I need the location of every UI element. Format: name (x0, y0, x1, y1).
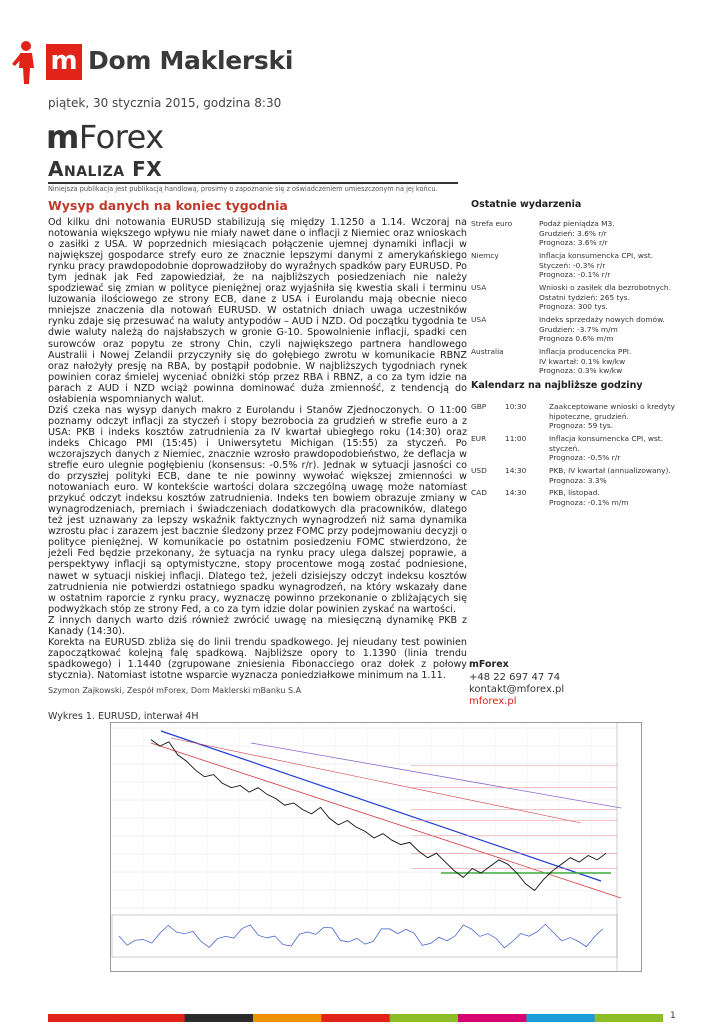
calendar-details (549, 402, 695, 431)
calendar-line: Prognoza: -0.1% m/m (549, 497, 629, 507)
footer-segment (48, 1014, 117, 1022)
footer-segment (321, 1014, 390, 1022)
calendar-line: Prognoza: -0.5% r/r (549, 453, 621, 463)
title-divider (48, 182, 458, 184)
event-line: Podaż pieniądza M3. (539, 219, 615, 228)
event-details (539, 315, 689, 344)
event-region: USA (471, 315, 487, 324)
event-region: Strefa euro (471, 219, 513, 228)
event-line: Inflacja konsumencka CPI, wst. (539, 251, 653, 260)
event-region: Australia (471, 347, 504, 356)
event-line: Indeks sprzedaży nowych domów. (539, 315, 665, 324)
article-paragraph: Korekta na EURUSD zbliża się do linii trendu spadkowego. Jej nieudany test powinien zapoczątkować kolejną falę spadkową. Najbliższe opory to 1.1390 (linia trendu spadkowego) i 1.1440 (zgrupowane zniesienia Fibonacciego oraz dołek z połowy stycznia). Natomiast istotne wsparcie wyznacza poniedziałkowe minimum na 1.11. (48, 636, 467, 681)
article-headline: Wysyp danych na koniec tygodnia (48, 198, 288, 213)
calendar-line: hipoteczne, grudzień. (549, 411, 629, 421)
calendar-heading: Kalendarz na najbliższe godziny (471, 380, 643, 391)
trendline-blue (161, 731, 601, 881)
event-line: Prognoza: -0.1% r/r (539, 270, 611, 280)
event-line: Ostatni tydzień: 265 tys. (539, 292, 630, 302)
event-details (539, 283, 689, 312)
disclaimer: Niniejsza publikacja jest publikacją handlową, prosimy o zapoznanie się z oświadczeniem umieszczonym na jej końcu. (48, 185, 438, 193)
article-paragraph: Dziś czeka nas wysyp danych makro z Eurolandu i Stanów Zjednoczonych. O 11:00 poznamy odczyt inflacji za styczeń i stopy bezrobocia za grudzień w strefie euro a z USA: PKB i indeks kosztów zatrudnienia za IV kwartał ubiegłego roku (14:30) oraz indeks Chicago PMI (15:45) i Uniwersytetu Michigan (15:55) za styczeń. Po wczorajszych danych z Niemiec, znacznie wzrosło prawdopodobieństwo, że deflacja w strefie euro ulegnie pogłębieniu (konsensus: -0.5% r/r). Jednak w sytuacji jasności co do przyszłej polityki ECB, dane te nie powinny wywołać większej zmienności w notowaniach euro. W kontekście wartości dolara szczególną uwagę może natomiast przykuć odczyt indeksu kosztów zatrudnienia. Indeks ten bowiem obrazuje zmiany w wynagrodzeniach, premiach i świadczeniach dodatkowych dla pracowników, dlatego też jest uznawany za lepszy wskaźnik faktycznych wynagrodzeń niż sama dynamika wzrostu płac i zarazem jest bacznie śledzony przez FOMC przy podejmowaniu decyzji o polityce pieniężnej. W komunikacie po ostatnim posiedzeniu FOMC stwierdzono, że jeżeli Fed będzie przekonany, że sytuacja na rynku pracy ulega dalszej poprawie, a perspektywy inflacji są optymistyczne, stopy procentowe mogą zostać podniesione, nawet w sytuacji niskiej inflacji. Dlatego też, jeżeli dzisiejszy odczyt indeksu kosztów zatrudnienia nie potwierdzi ostatniego spadku wynagrodzeń, na który wskazały dane w ostatnim raporcie z rynku pracy, wyznaczę powinno przekonanie o zbliżających się podwyżkach stóp ze strony Fed, a co za tym idzie dolar powinien zyskać na wartości. (48, 404, 467, 615)
event-details (539, 219, 689, 248)
ma-line-purple (251, 743, 621, 808)
calendar-time: 10:30 (505, 402, 527, 411)
event-details (539, 347, 689, 376)
brand-name: Dom Maklerski (88, 46, 294, 75)
calendar-line: PKB, listopad. (549, 488, 600, 497)
product-name: Forex (78, 118, 164, 156)
article-paragraph: Z innych danych warto dziś również zwrócić uwagę na miesięczną dynamikę PKB z Kanady (14:30). (48, 614, 467, 637)
calendar-details (549, 434, 695, 463)
calendar-currency: GBP (471, 402, 487, 411)
calendar-line: PKB, IV kwartał (annualizowany). (549, 466, 671, 475)
calendar-currency: USD (471, 466, 487, 475)
price-series (151, 740, 606, 891)
eurusd-chart (110, 722, 642, 972)
event-line: Grudzień: 3.6% r/r (539, 228, 607, 238)
event-line: Inflacja producencka PPI. (539, 347, 632, 356)
footer-segment (185, 1014, 254, 1022)
calendar-details (549, 466, 695, 485)
event-line: Prognoza: 300 tys. (539, 302, 608, 312)
chart-caption: Wykres 1. EURUSD, interwał 4H (48, 711, 199, 722)
footer-segment (253, 1014, 322, 1022)
publication-date: piątek, 30 stycznia 2015, godzina 8:30 (48, 96, 282, 110)
footer-segment (526, 1014, 595, 1022)
contact-email[interactable]: kontakt@mforex.pl (469, 684, 565, 695)
footer-segment (390, 1014, 459, 1022)
contact-website-link[interactable]: mforex.pl (469, 696, 517, 707)
chart-grid (111, 723, 617, 913)
calendar-time: 11:00 (505, 434, 527, 443)
calendar-line: Inflacja konsumencka CPI, wst. (549, 434, 663, 443)
fibonacci-levels (411, 766, 617, 869)
calendar-line: Zaakceptowane wnioski o kredyty (549, 402, 676, 411)
calendar-currency: EUR (471, 434, 487, 443)
brand-logo-mark: m (46, 44, 82, 80)
event-line: Prognoza 0.6% m/m (539, 334, 614, 344)
event-details (539, 251, 689, 280)
calendar-line: Prognoza: 3.3% (549, 475, 607, 485)
contact-heading: mForex (469, 659, 509, 670)
event-line: Prognoza: 0.3% kw/kw (539, 366, 623, 376)
event-line: Styczeń: -0.3% r/r (539, 260, 606, 270)
footer-segment (458, 1014, 527, 1022)
event-region: Niemcy (471, 251, 499, 260)
calendar-line: styczeń. (549, 443, 580, 453)
footer-segment (116, 1014, 185, 1022)
event-line: Grudzień: -3.7% m/m (539, 324, 618, 334)
calendar-details (549, 488, 695, 507)
event-line: Wnioski o zasiłek dla bezrobotnych. (539, 283, 671, 292)
event-region: USA (471, 283, 487, 292)
event-line: IV kwartał: 0.1% kw/kw (539, 356, 626, 366)
contact-phone[interactable]: +48 22 697 47 74 (469, 672, 561, 683)
product-title (46, 118, 164, 156)
article-body (48, 217, 467, 681)
footer-color-bar (48, 1014, 663, 1022)
logo-figure-icon (10, 40, 44, 86)
calendar-time: 14:30 (505, 466, 527, 475)
calendar-currency: CAD (471, 488, 487, 497)
footer-segment (595, 1014, 663, 1022)
event-line: Prognoza: 3.6% r/r (539, 238, 608, 248)
article-paragraph: Od kilku dni notowania EURUSD stabilizują się między 1.1250 a 1.14. Wczoraj na notowania większego wpływu nie miały nawet dane o inflacji z Niemiec oraz wnioskach o zasiłki z USA. W poprzednich miesiącach połączenie ujemnej dynamiki inflacji w największej gospodarce strefy euro ze znacznie lepszymi danymi z amerykańskiego rynku pracy prawdopodobnie doprowadziłoby do wyraźnych spadków pary EURUSD. Po tym jednak jak Fed zapowiedział, że na najbliższych posiedzeniach nie należy spodziewać się zmian w polityce pieniężnej oraz wyjaśniła się kwestia skali i terminu luzowania ilościowego ze strony ECB, dane z USA i Eurolandu mają obecnie nieco mniejsze znaczenia dla notowań EURUSD. W ostatnich dniach uwaga uczestników rynku zdaje się przesuwać na waluty antypodów – AUD i NZD. Od początku tygodnia te dwie waluty należą do najsłabszych w gronie G-10. Spowolnienie inflacji, spadki cen surowców oraz popytu ze strony Chin, czyli największego partnera handlowego Australii i Nowej Zelandii przyczyniły się do gołębiego zwrotu w komunikacie RBNZ oraz nałożyły presję na RBA, by postąpił podobnie. W najbliższych tygodniach rynek powinien coraz śmielej wyceniać obniżki stóp przez RBA i RBNZ, a co za tym idzie na parach z AUD i NZD wciąż powinna dominować duża zmienność, z tendencją do osłabienia wspomnianych walut. (48, 217, 467, 405)
section-title: Analiza FX (48, 157, 163, 181)
article-author: Szymon Zajkowski, Zespół mForex, Dom Maklerski mBanku S.A (48, 686, 302, 695)
channel-line (171, 738, 581, 823)
recent-events-heading: Ostatnie wydarzenia (471, 199, 582, 210)
page-number: 1 (670, 1011, 676, 1021)
calendar-line: Prognoza: 59 tys. (549, 421, 614, 431)
product-prefix: m (46, 118, 79, 156)
calendar-time: 14:30 (505, 488, 527, 497)
indicator-panel (112, 915, 617, 957)
